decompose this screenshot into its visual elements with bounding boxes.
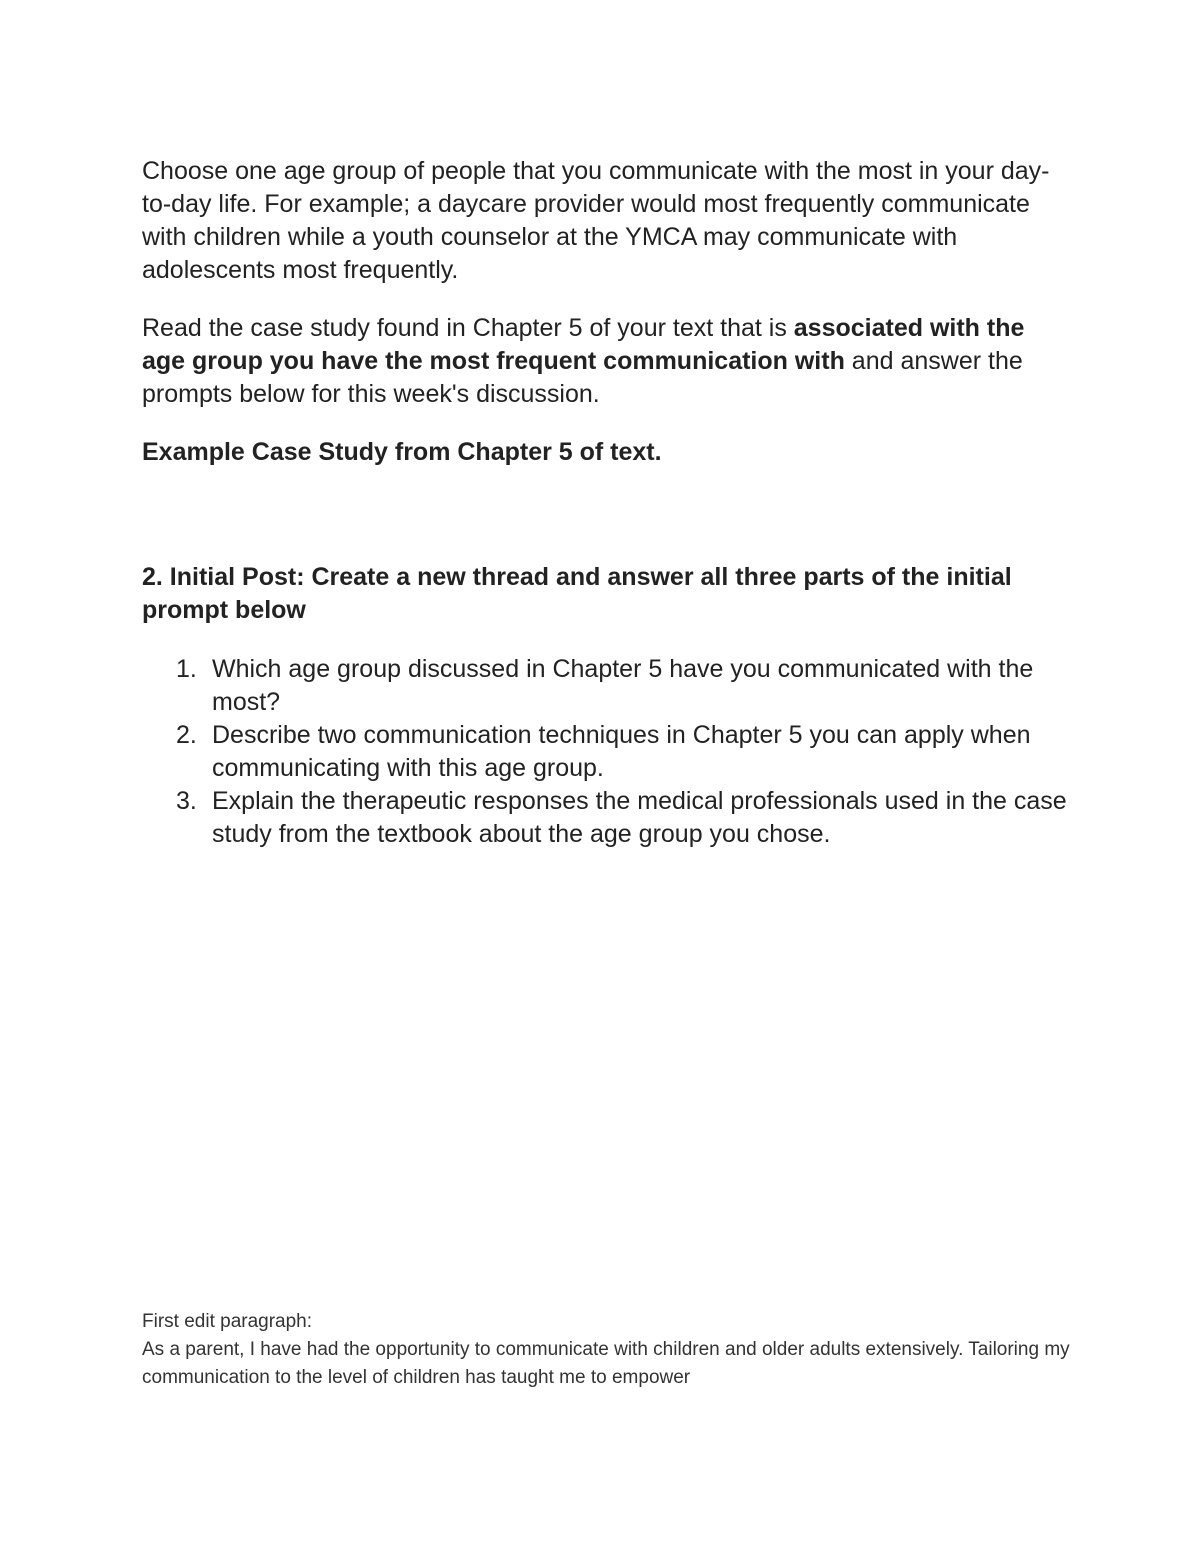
prompt-text: Describe two communication techniques in Chapter 5 you can apply when communicating with this age group.: [212, 721, 1031, 782]
prompt-item-1: [142, 653, 1072, 719]
case-read-emphasis: associated with the age group you have the most frequent communication with: [142, 314, 1025, 375]
prompt-number: 1.: [176, 655, 197, 683]
prompt-item-3: [142, 785, 1072, 851]
prompt-list: [142, 653, 1072, 851]
prompt-text: Explain the therapeutic responses the medical professionals used in the case study from the textbook about the age group you chose.: [212, 787, 1067, 848]
case-read-tail: and answer the prompts below for this week's discussion.: [142, 347, 1023, 408]
initial-post-heading: 2. Initial Post: Create a new thread and answer all three parts of the initial prompt below: [142, 563, 1012, 624]
case-read-paragraph: [142, 312, 1072, 411]
edit-paragraph-label: First edit paragraph:: [142, 1311, 313, 1332]
edit-paragraph-text: As a parent, I have had the opportunity to communicate with children and older adults extensively. Tailoring my communication to the level of children has taught me to empower: [142, 1339, 1070, 1388]
prompt-number: 3.: [176, 787, 197, 815]
edit-paragraph-block: [142, 1308, 1082, 1392]
case-read-lead: Read the case study found in Chapter 5 of your text that is: [142, 314, 794, 342]
case-study-title: Example Case Study from Chapter 5 of text.: [142, 438, 662, 466]
prompt-item-2: [142, 719, 1072, 785]
prompt-text: Which age group discussed in Chapter 5 have you communicated with the most?: [212, 655, 1034, 716]
intro-paragraph: Choose one age group of people that you communicate with the most in your day-to-day life. For example; a daycare provider would most frequently communicate with children while a youth counselor at the YMCA may communicate with adolescents most frequently.: [142, 157, 1050, 284]
document-body: [142, 155, 1072, 851]
prompt-number: 2.: [176, 721, 197, 749]
